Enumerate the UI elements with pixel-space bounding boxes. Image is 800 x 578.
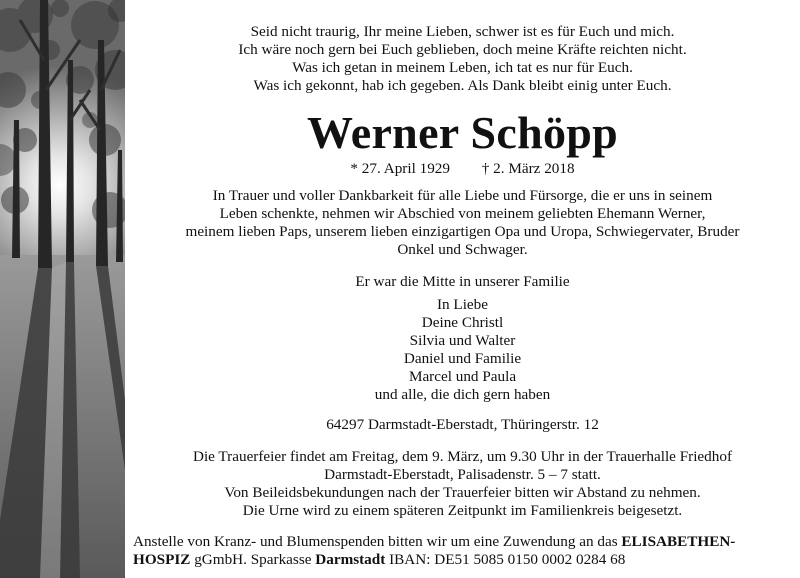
signature-line: Silvia und Walter (409, 332, 516, 349)
birth-date: * 27. April 1929 (350, 160, 450, 177)
center-statement: Er war die Mitte in unserer Familie (355, 273, 570, 290)
signature-line: Marcel und Paula (408, 368, 517, 385)
donation-line-2 (133, 551, 800, 569)
bank-iban: IBAN: DE51 5085 0150 0002 0284 68 (385, 551, 626, 568)
poem-line: Was ich gekonnt, hab ich gegeben. Als Dank bleibt einig unter Euch. (253, 77, 672, 94)
signature-line: Deine Christl (421, 314, 504, 331)
funeral-line: Die Trauerfeier findet am Freitag, dem 9. März, um 9.30 Uhr in der Trauerhalle Friedhof (192, 448, 733, 465)
tree-avenue-image (0, 0, 125, 578)
funeral-line: Die Urne wird zu einem späteren Zeitpunkt im Familienkreis beigesetzt. (242, 502, 683, 519)
death-date: † 2. März 2018 (481, 160, 575, 177)
donation-recipient-cont: HOSPIZ (133, 551, 191, 568)
funeral-line: Darmstadt-Eberstadt, Palisadenstr. 5 – 7 statt. (324, 466, 601, 483)
bank-city: Darmstadt (315, 551, 386, 568)
signature-line: Daniel und Familie (403, 350, 522, 367)
donation-text: gGmbH. Sparkasse (190, 551, 316, 568)
announcement-line: Onkel und Schwager. (397, 241, 528, 258)
tree-avenue-photo (0, 0, 125, 578)
donation-line-1 (133, 533, 800, 551)
deceased-name: Werner Schöpp (306, 107, 619, 158)
poem-line: Was ich getan in meinem Leben, ich tat es nur für Euch. (292, 59, 633, 76)
obituary-text (125, 0, 800, 578)
announcement-line: meinem lieben Paps, unserem lieben einzigartigen Opa und Uropa, Schwiegervater, Bruder (185, 223, 740, 240)
funeral-line: Von Beileidsbekundungen nach der Trauerfeier bitten wir Abstand zu nehmen. (224, 484, 701, 501)
family-address: 64297 Darmstadt-Eberstadt, Thüringerstr. 12 (326, 416, 599, 433)
donation-text: Anstelle von Kranz- und Blumenspenden bitten wir um eine Zuwendung an das (133, 533, 622, 550)
poem-line: Seid nicht traurig, Ihr meine Lieben, schwer ist es für Euch und mich. (250, 23, 675, 40)
announcement-line: In Trauer und voller Dankbarkeit für alle Liebe und Fürsorge, die er uns in seinem (212, 187, 713, 204)
poem-line: Ich wäre noch gern bei Euch geblieben, doch meine Kräfte reichten nicht. (238, 41, 687, 58)
announcement-line: Leben schenkte, nehmen wir Abschied von meinem geliebten Ehemann Werner, (219, 205, 706, 222)
signature-line: und alle, die dich gern haben (374, 386, 551, 403)
donation-recipient: ELISABETHEN- (621, 533, 736, 550)
signature-line: In Liebe (436, 296, 489, 313)
life-dates (125, 160, 800, 178)
